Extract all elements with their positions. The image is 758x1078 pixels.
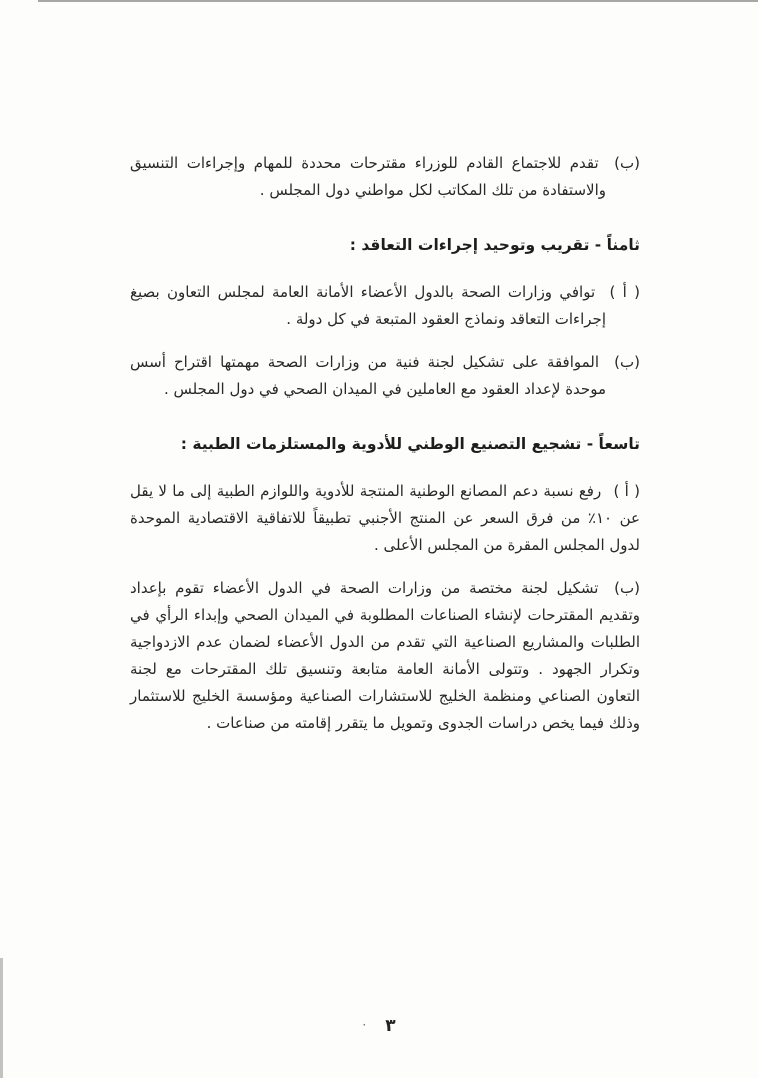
item-text: توافي وزارات الصحة بالدول الأعضاء الأمانة العامة لمجلس التعاون بصيغ إجراءات التعاقد ونماذج العقود المتبعة في كل دولة . xyxy=(130,283,606,328)
item-text: تقدم للاجتماع القادم للوزراء مقترحات محددة للمهام وإجراءات التنسيق والاستفادة من تلك المكاتب لكل مواطني دول المجلس . xyxy=(130,154,606,199)
list-item-b-coordination-offices xyxy=(130,150,640,204)
list-item-b-technical-committee xyxy=(130,349,640,403)
item-marker: ( أ ) xyxy=(613,482,640,500)
item-marker: (ب) xyxy=(614,579,640,597)
scan-edge-artifact-top xyxy=(38,0,758,2)
section-heading-ninth-local-pharma-manufacturing: تاسعاً - تشجيع التصنيع الوطني للأدوية والمستلزمات الطبية : xyxy=(180,435,640,453)
item-marker: (ب) xyxy=(614,353,640,371)
footer-dot: · xyxy=(362,1018,367,1032)
item-text: الموافقة على تشكيل لجنة فنية من وزارات الصحة مهمتها اقتراح أسس موحدة لإعداد العقود مع العاملين في الميدان الصحي في دول المجلس . xyxy=(130,353,606,398)
item-text: رفع نسبة دعم المصانع الوطنية المنتجة للأدوية واللوازم الطبية إلى ما لا يقل عن ١٠٪ من فرق السعر عن المنتج الأجنبي تطبيقاً للاتفاقية الاقتصادية الموحدة لدول المجلس المقرة من المجلس الأعلى . xyxy=(130,482,640,554)
list-item-a-contract-forms xyxy=(130,279,640,333)
page-footer xyxy=(0,1016,758,1036)
item-marker: ( أ ) xyxy=(609,283,640,301)
item-text: تشكيل لجنة مختصة من وزارات الصحة في الدول الأعضاء تقوم بإعداد وتقديم المقترحات لإنشاء الصناعات المطلوبة في الميدان الصحي وإبداء الرأي في الطلبات والمشاريع الصناعية التي تقدم من الدول الأعضاء لضمان عدم الازدواجية وتكرار الجهود . وتتولى الأمانة العامة متابعة وتنسيق تلك المقترحات مع لجنة التعاون الصناعي ومنظمة الخليج للاستشارات الصناعية ومؤسسة الخليج للاستثمار وذلك فيما يخص دراسات الجدوى وتمويل ما يتقرر إقامته من صناعات . xyxy=(130,579,640,732)
page-number: ٣ xyxy=(385,1016,396,1036)
item-marker: (ب) xyxy=(614,154,640,172)
list-item-b-specialized-committee xyxy=(130,575,640,737)
section-heading-eighth-contract-procedures: ثامناً - تقريب وتوحيد إجراءات التعاقد : xyxy=(349,236,640,254)
document-body xyxy=(130,150,640,753)
list-item-a-subsidy-increase xyxy=(130,478,640,559)
